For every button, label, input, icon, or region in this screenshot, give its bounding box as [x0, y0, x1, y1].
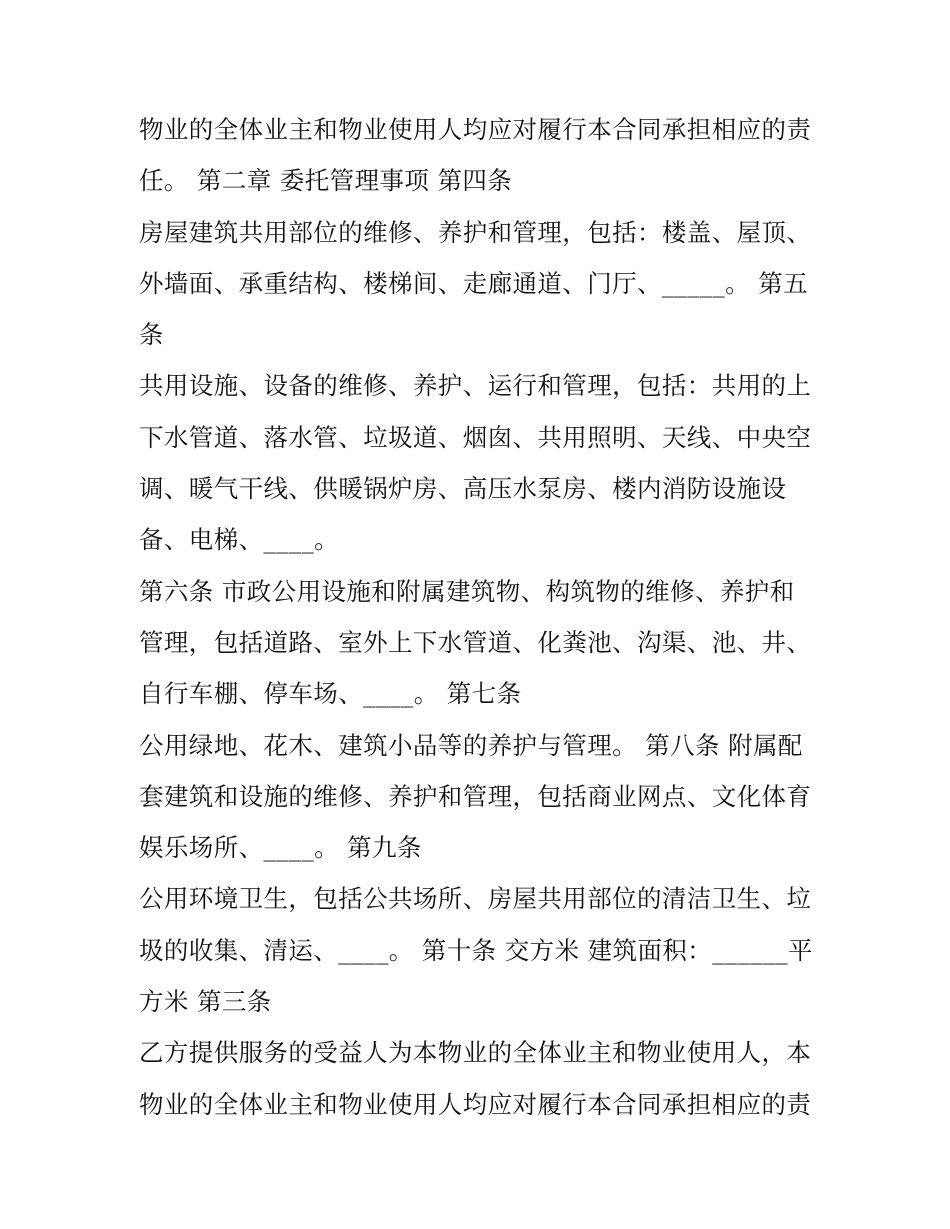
text-line: 下水管道、落水管、垃圾道、烟囱、共用照明、天线、中央空 — [139, 422, 812, 452]
text-line: 第六条 市政公用设施和附属建筑物、构筑物的维修、养护和 — [139, 576, 795, 606]
text-line: 条 — [139, 320, 164, 350]
text-line: 物业的全体业主和物业使用人均应对履行本合同承担相应的责 — [139, 1089, 812, 1119]
text-line: 共用设施、设备的维修、养护、运行和管理，包括：共用的上 — [139, 371, 812, 401]
text-line: 乙方提供服务的受益人为本物业的全体业主和物业使用人，本 — [139, 1038, 812, 1068]
text-line: 备、电梯、____。 — [139, 525, 339, 555]
text-line: 房屋建筑共用部位的维修、养护和管理，包括：楼盖、屋顶、 — [139, 217, 812, 247]
text-line: 娱乐场所、____。 第九条 — [139, 833, 422, 863]
text-line: 公用绿地、花木、建筑小品等的养护与管理。 第八条 附属配 — [139, 730, 803, 760]
document-body — [139, 104, 829, 1130]
text-line: 任。 第二章 委托管理事项 第四条 — [139, 166, 513, 196]
text-line: 管理，包括道路、室外上下水管道、化粪池、沟渠、池、井、 — [139, 627, 812, 657]
text-line: 套建筑和设施的维修、养护和管理，包括商业网点、文化体育 — [139, 781, 812, 811]
text-line: 圾的收集、清运、____。 第十条 交方米 建筑面积：______平 — [139, 935, 813, 965]
text-line: 调、暖气干线、供暖锅炉房、高压水泵房、楼内消防设施设 — [139, 474, 787, 504]
text-line: 公用环境卫生，包括公共场所、房屋共用部位的清洁卫生、垃 — [139, 884, 812, 914]
text-line: 外墙面、承重结构、楼梯间、走廊通道、门厅、_____。 第五 — [139, 268, 809, 298]
text-line: 物业的全体业主和物业使用人均应对履行本合同承担相应的责 — [139, 115, 812, 144]
text-line: 方米 第三条 — [139, 987, 272, 1017]
text-line: 自行车棚、停车场、____。 第七条 — [139, 679, 522, 709]
